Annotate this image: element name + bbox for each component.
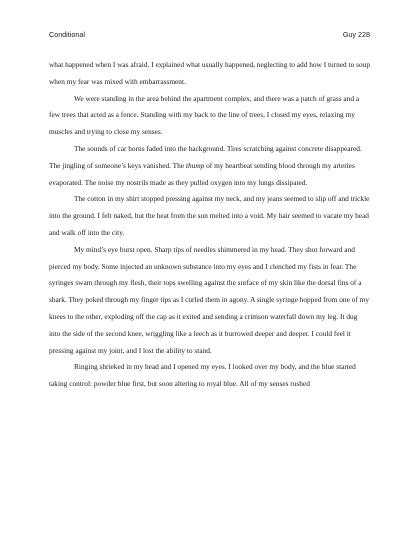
paragraph-text: of my heartbeat sending blood through my arteries evaporated. The noise my nostrils made as they pulled oxygen into my lungs dissipated. bbox=[49, 160, 355, 187]
header-title: Conditional bbox=[49, 30, 85, 39]
paragraph-text: The cotton in my shirt stopped pressing against my neck, and my jeans seemed to slip off and trickle into the ground. I felt naked, but the heat from the sun melted into a void. My hair seemed to vacate my head and walk off into the city. bbox=[49, 194, 370, 237]
paragraph-3 bbox=[49, 141, 370, 191]
paragraph-2 bbox=[49, 91, 370, 141]
paragraph-text: Ringing shrieked in my head and I opened my eyes. I looked over my body, and the blue started taking control: powder blue first, but soon altering to royal blue. All of my senses rushed bbox=[49, 362, 356, 389]
paragraph-1 bbox=[49, 57, 370, 91]
paragraph-text: My mind’s eye burst open. Sharp tips of needles shimmered in my head. They shot forward and pierced my body. Some injected an unknown substance into my eyes and I clenched my fists in fear. The syringes swam through my flesh, their tops swelling against the surface of my skin like the dorsal fins of a shark. They poked through my finger tips as I curled them in agony. A single syringe hopped from one of my knees to the other, exploding off the cap as it exited and sending a crimson waterfall down my leg. It dug into the side of the second knee, wriggling like a leech as it burrowed deeper and deeper. I could feel it pressing against my joint, and I lost the ability to stand. bbox=[49, 244, 370, 355]
paragraph-text: We were standing in the area behind the apartment complex, and there was a patch of grass and a few trees that acted as a fence. Standing with my back to the line of trees, I closed my eyes, relaxing my muscles and trying to close my senses. bbox=[49, 93, 360, 137]
paragraph-4 bbox=[49, 191, 370, 241]
paragraph-5 bbox=[49, 242, 370, 360]
paragraph-text: The sounds of car horns faded into the background. Tires scratching against concrete disappeared. The jingling of someone’s keys vanished. The bbox=[49, 143, 362, 170]
italic-word: thump bbox=[185, 160, 205, 170]
paragraph-6 bbox=[49, 359, 370, 393]
header-page-number: Guy 228 bbox=[342, 30, 370, 39]
paragraph-text: what happened when I was afraid. I explained what usually happened, neglecting to add how I turned to soup when my fear was mixed with embarrassment. bbox=[49, 60, 370, 86]
body-text bbox=[49, 57, 370, 393]
running-header bbox=[49, 30, 370, 39]
